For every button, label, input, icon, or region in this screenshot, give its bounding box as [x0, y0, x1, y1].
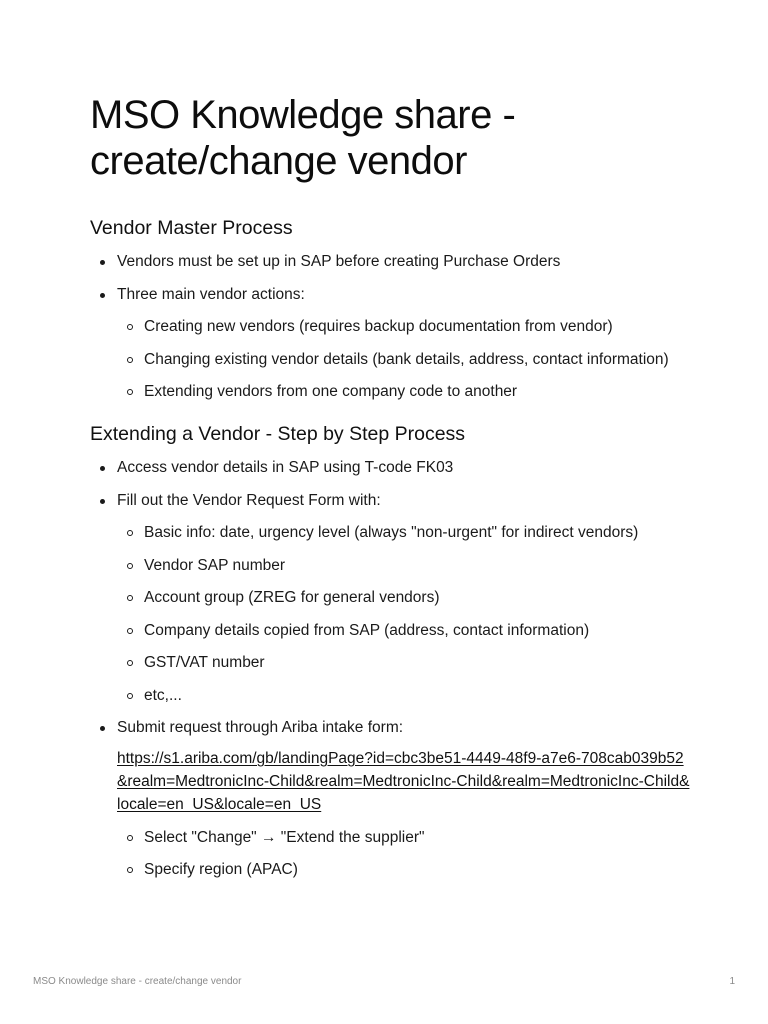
- sub-list-item: GST/VAT number: [117, 651, 690, 674]
- bullet-list: [90, 250, 690, 403]
- list-item-text: Fill out the Vendor Request Form with:: [117, 491, 381, 509]
- sub-list-item: Company details copied from SAP (address, contact information): [117, 619, 690, 642]
- sub-list-item: Extending vendors from one company code to another: [117, 380, 690, 403]
- sub-bullet-list: [117, 315, 690, 403]
- sub-list-item: Account group (ZREG for general vendors): [117, 586, 690, 609]
- sub-list-item: Specify region (APAC): [117, 858, 690, 881]
- footer-title: MSO Knowledge share - create/change vendor: [33, 976, 242, 987]
- sub-list-item: Creating new vendors (requires backup documentation from vendor): [117, 315, 690, 338]
- list-item-text: Vendors must be set up in SAP before creating Purchase Orders: [117, 253, 561, 270]
- sub-list-item: Basic info: date, urgency level (always "non-urgent" for indirect vendors): [117, 521, 690, 544]
- list-item: [90, 489, 690, 707]
- section-heading-extending-vendor: Extending a Vendor - Step by Step Process: [90, 423, 466, 445]
- list-item-text: Access vendor details in SAP using T-code FK03: [117, 459, 454, 476]
- list-item-text: Three main vendor actions:: [117, 285, 305, 303]
- document-page: [90, 92, 690, 891]
- sub-list-item: etc,...: [117, 684, 690, 707]
- document-title: MSO Knowledge share - create/change vendor: [90, 93, 516, 183]
- list-item: [90, 456, 690, 479]
- link-block: [117, 747, 690, 816]
- page-number: 1: [729, 976, 735, 987]
- list-item: [90, 716, 690, 881]
- ariba-intake-form-link[interactable]: https://s1.ariba.com/gb/landingPage?id=cbc3be51-4449-48f9-a7e6-708cab039b52&realm=MedtronicInc-Child&realm=MedtronicInc-Child&realm=MedtronicInc-Child&locale=en_US&locale=en_US: [117, 750, 690, 813]
- sub-bullet-list: [117, 826, 690, 882]
- sub-bullet-list: [117, 521, 690, 707]
- sub-list-item: Vendor SAP number: [117, 554, 690, 577]
- list-item: [90, 250, 690, 273]
- list-item-text: Submit request through Ariba intake form:: [117, 719, 404, 736]
- sub-list-item: Select "Change" → "Extend the supplier": [117, 826, 690, 849]
- section-heading-vendor-master-process: Vendor Master Process: [90, 217, 293, 239]
- list-item: [90, 283, 690, 404]
- bullet-list: [90, 456, 690, 881]
- sub-list-item: Changing existing vendor details (bank details, address, contact information): [117, 348, 690, 371]
